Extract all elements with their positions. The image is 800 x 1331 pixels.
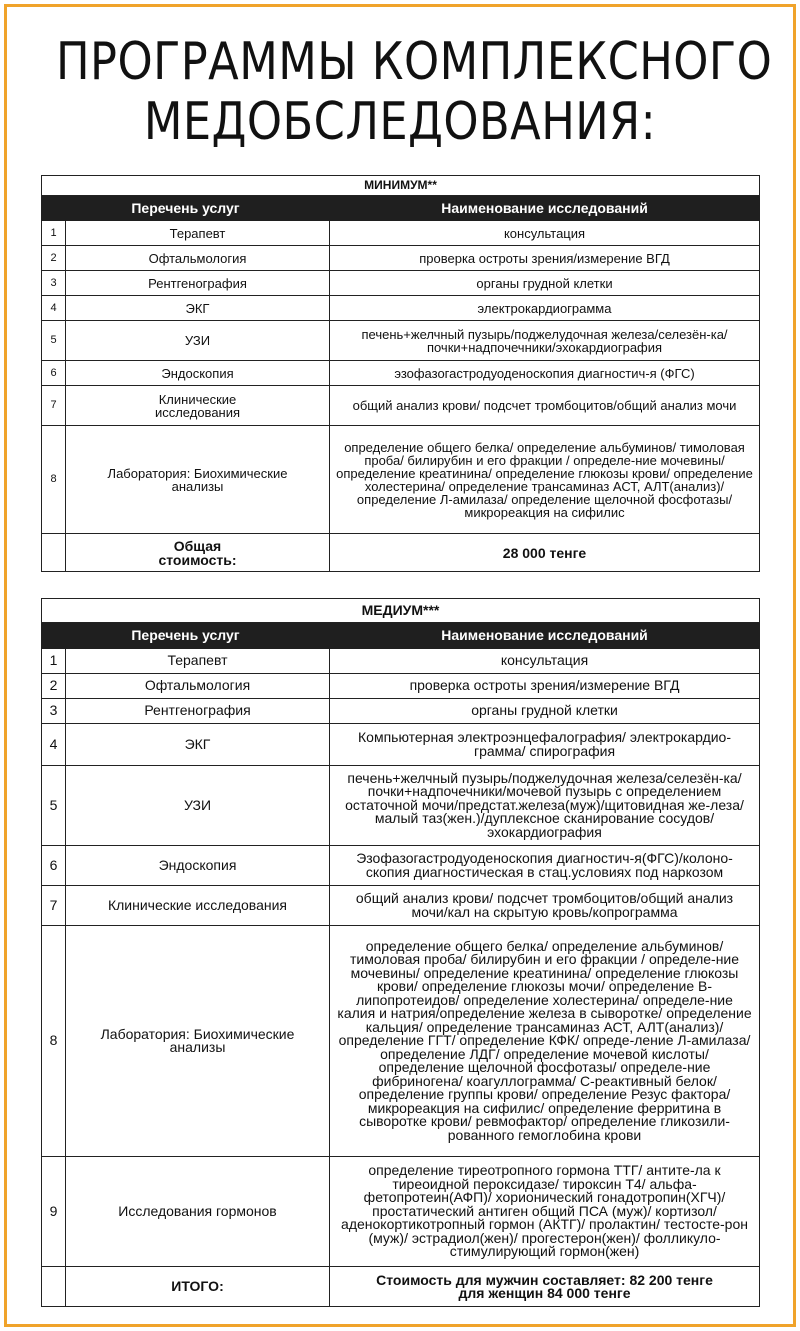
study-cell: консультация — [330, 221, 760, 246]
study-cell: определение общего белка/ определение альбуминов/ тимоловая проба/ билирубин и его фракции / определе-ние мочевины/ определение креатинина/ определение глюкозы крови/ определение холестерина/ определение трансаминаз АСТ, АЛТ(анализ)/ определение Л-амилаза/ определение щелочной фосфотазы/микрореакция на сифилис — [330, 426, 760, 534]
service-cell: Офтальмология — [66, 674, 330, 699]
study-cell: органы грудной клетки — [330, 699, 760, 724]
row-number: 4 — [42, 724, 66, 766]
table-row — [42, 426, 760, 534]
service-cell: Лаборатория: Биохимические анализы — [66, 426, 330, 534]
study-cell: печень+желчный пузырь/поджелудочная железа/селезён-ка/почки+надпочечники/мочевой пузырь с определением остаточной мочи/предстат.железа(муж)/щитовидная же-леза/малый таз(жен.)/дуплексное сканирование сосудов/ эхокардиография — [330, 766, 760, 846]
medium-total-row — [42, 1267, 760, 1307]
row-number: 3 — [42, 699, 66, 724]
study-cell: общий анализ крови/ подсчет тромбоцитов/общий анализ мочи — [330, 386, 760, 426]
minimum-heading: МИНИМУМ** — [42, 176, 760, 196]
row-number: 2 — [42, 246, 66, 271]
table-row — [42, 674, 760, 699]
table-row — [42, 886, 760, 926]
row-number — [42, 534, 66, 572]
table-row — [42, 926, 760, 1157]
table-row — [42, 296, 760, 321]
study-cell: электрокардиограмма — [330, 296, 760, 321]
col-services-header: Перечень услуг — [42, 623, 330, 649]
row-number: 4 — [42, 296, 66, 321]
col-services-header: Перечень услуг — [42, 196, 330, 221]
table-row — [42, 221, 760, 246]
study-cell: проверка остроты зрения/измерение ВГД — [330, 246, 760, 271]
row-number: 6 — [42, 846, 66, 886]
row-number: 5 — [42, 766, 66, 846]
service-cell: Терапевт — [66, 221, 330, 246]
row-number — [42, 1267, 66, 1307]
title-line-1: ПРОГРАММЫ КОМПЛЕКСНОГО — [56, 32, 773, 92]
row-number: 6 — [42, 361, 66, 386]
table-row — [42, 361, 760, 386]
table-row — [42, 699, 760, 724]
service-cell: Исследования гормонов — [66, 1157, 330, 1267]
row-number: 2 — [42, 674, 66, 699]
service-cell: Рентгенография — [66, 699, 330, 724]
table-row — [42, 321, 760, 361]
study-cell: органы грудной клетки — [330, 271, 760, 296]
study-cell: Компьютерная электроэнцефалография/ электрокардио-грамма/ спирография — [330, 724, 760, 766]
medium-header-row — [42, 623, 760, 649]
service-cell: ЭКГ — [66, 296, 330, 321]
col-studies-header: Наименование исследований — [330, 196, 760, 221]
minimum-total-row — [42, 534, 760, 572]
table-row — [42, 271, 760, 296]
table-row — [42, 766, 760, 846]
service-cell: Клинические исследования — [66, 386, 330, 426]
service-cell: Терапевт — [66, 649, 330, 674]
service-cell: Рентгенография — [66, 271, 330, 296]
row-number: 1 — [42, 221, 66, 246]
col-studies-header: Наименование исследований — [330, 623, 760, 649]
service-cell: Эндоскопия — [66, 846, 330, 886]
service-cell: ЭКГ — [66, 724, 330, 766]
study-cell: определение общего белка/ определение альбуминов/ тимоловая проба/ билирубин и его фракции / определе-ние мочевины/ определение креатинина/ определение глюкозы крови/ определение глюкозы мочи/ определение В-липопротеидов/ определение холестерина/ определе-ние калия и натрия/определение железа в сыворотке/ определение кальция/ определение трансаминаз АСТ, АЛТ(анализ)/ определение ГГТ/ определение КФК/ опреде-ление Л-амилаза/ определение ЛДГ/ определение мочевой кислоты/ определение щелочной фосфотазы/ определе-ние фибриногена/ коагуллограмма/ С-реактивный белок/ определение группы крови/ определение Резус фактора/ микрореакция на сифилис/ определение ферритина в сыворотке крови/ ревмофактор/ определение гликозили-рованного гемоглобина крови — [330, 926, 760, 1157]
study-cell: проверка остроты зрения/измерение ВГД — [330, 674, 760, 699]
row-number: 7 — [42, 886, 66, 926]
table-row — [42, 386, 760, 426]
service-cell: Клинические исследования — [66, 886, 330, 926]
minimum-header-row — [42, 196, 760, 221]
study-cell: определение тиреотропного гормона ТТГ/ антите-ла к тиреоидной пероксидазе/ тироксин Т4/ альфа-фетопротеин(АФП)/ хорионический гонадотропин(ХГЧ)/ простатический антиген общий ПСА (муж)/ кортизол/ аденокортикотропный гормон (АКТГ)/ пролактин/ тестосте-рон (муж)/ эстрадиол(жен)/ прогестерон(жен)/ фолликуло-стимулирующий гормон(жен) — [330, 1157, 760, 1267]
study-cell: Эзофазогастродуоденоскопия диагностич-я(ФГС)/колоно-скопия диагностическая в стац.условиях под наркозом — [330, 846, 760, 886]
table-row — [42, 846, 760, 886]
service-cell: Эндоскопия — [66, 361, 330, 386]
study-cell: общий анализ крови/ подсчет тромбоцитов/общий анализ мочи/кал на скрытую кровь/копрограмма — [330, 886, 760, 926]
row-number: 7 — [42, 386, 66, 426]
study-cell: печень+желчный пузырь/поджелудочная железа/селезён-ка/почки+надпочечники/эхокардиография — [330, 321, 760, 361]
title-line-2: МЕДОБСЛЕДОВАНИЯ: — [143, 92, 657, 152]
table-row — [42, 724, 760, 766]
medium-table — [41, 598, 760, 1307]
row-number: 3 — [42, 271, 66, 296]
service-cell: УЗИ — [66, 766, 330, 846]
total-men: Стоимость для мужчин составляет: 82 200 тенге — [376, 1271, 713, 1288]
table-row — [42, 246, 760, 271]
minimum-heading-row — [42, 176, 760, 196]
row-number: 1 — [42, 649, 66, 674]
study-cell: эзофазогастродуоденоскопия диагностич-я (ФГС) — [330, 361, 760, 386]
medium-heading: МЕДИУМ*** — [42, 599, 760, 623]
service-cell: УЗИ — [66, 321, 330, 361]
study-cell: консультация — [330, 649, 760, 674]
page-title — [56, 32, 773, 152]
total-value: 28 000 тенге — [330, 534, 760, 572]
table-row — [42, 649, 760, 674]
row-number: 5 — [42, 321, 66, 361]
minimum-table — [41, 175, 760, 572]
table-row — [42, 1157, 760, 1267]
medium-heading-row — [42, 599, 760, 623]
total-label: Общая стоимость: — [66, 534, 330, 572]
row-number: 8 — [42, 926, 66, 1157]
service-cell: Офтальмология — [66, 246, 330, 271]
row-number: 9 — [42, 1157, 66, 1267]
total-women: для женщин 84 000 тенге — [458, 1284, 631, 1301]
service-cell: Лаборатория: Биохимические анализы — [66, 926, 330, 1157]
total-label: ИТОГО: — [66, 1267, 330, 1307]
row-number: 8 — [42, 426, 66, 534]
total-value — [330, 1267, 760, 1307]
